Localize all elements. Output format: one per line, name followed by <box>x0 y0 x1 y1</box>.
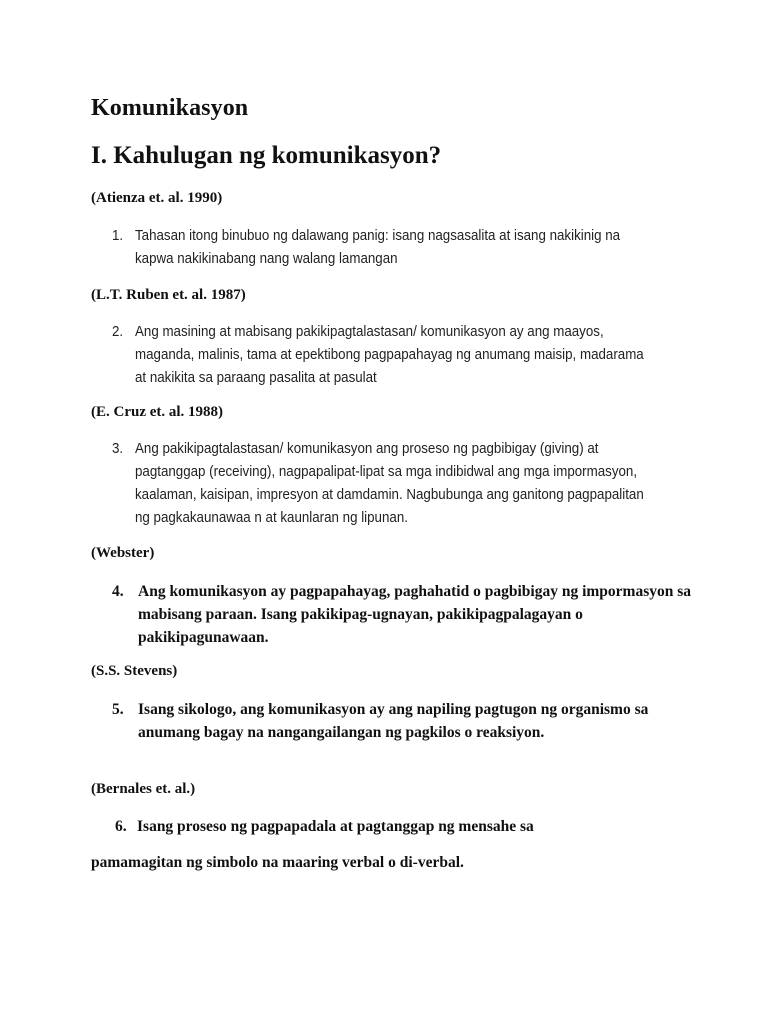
list-number: 5. <box>112 701 124 718</box>
list-text: Tahasan itong binubuo ng dalawang panig: isang nagsasalita at isang nakikinig na kapwa nakikinabang nang walang lamangan <box>135 228 621 267</box>
citation-cruz: (E. Cruz et. al. 1988) <box>91 404 224 420</box>
list-number: 1. <box>112 228 124 244</box>
citation-webster: (Webster) <box>91 545 155 561</box>
list-text: Ang masining at mabisang pakikipagtalastasan/ komunikasyon ay ang maayos, maganda, malinis, tama at epektibong pagpapahayag ng anumang maisip, madarama at nakikita sa paraang pasalita at pasulat <box>135 324 644 386</box>
section-heading: I. Kahulugan ng komunikasyon? <box>91 142 442 169</box>
citation-atienza: (Atienza et. al. 1990) <box>91 190 223 206</box>
list-number: 6. <box>115 818 127 835</box>
list-item-4 <box>112 580 692 649</box>
list-text: Isang proseso ng pagpapadala at pagtanggap ng mensahe sa <box>137 818 534 835</box>
list-item-5 <box>112 698 692 744</box>
list-item-2 <box>112 321 646 390</box>
list-item-3 <box>112 438 646 530</box>
list-number: 3. <box>112 441 124 457</box>
document-title: Komunikasyon <box>91 95 249 121</box>
list-text: Ang komunikasyon ay pagpapahayag, paghahatid o pagbibigay ng impormasyon sa mabisang paraan. Isang pakikipag-ugnayan, pakikipagpalagayan o pakikipagunawaan. <box>138 583 692 646</box>
list-number: 2. <box>112 324 124 340</box>
list-item-6-continuation: pamamagitan ng simbolo na maaring verbal o di-verbal. <box>91 854 464 871</box>
citation-bernales: (Bernales et. al.) <box>91 781 196 797</box>
list-item-1 <box>112 225 646 271</box>
list-text: Isang sikologo, ang komunikasyon ay ang napiling pagtugon ng organismo sa anumang bagay na nangangailangan ng pagkilos o reaksiyon. <box>138 701 649 741</box>
list-text: Ang pakikipagtalastasan/ komunikasyon ang proseso ng pagbibigay (giving) at pagtanggap (receiving), nagpapalipat-lipat sa mga indibidwal ang mga impormasyon, kaalaman, kaisipan, impresyon at damdamin. Nagbubunga ang ganitong pagpapalitan ng pagkakaunawaa n at kaunlaran ng lipunan. <box>135 441 644 526</box>
list-item-6 <box>115 818 534 836</box>
citation-ruben: (L.T. Ruben et. al. 1987) <box>91 287 246 303</box>
list-number: 4. <box>112 583 124 600</box>
citation-stevens: (S.S. Stevens) <box>91 663 178 679</box>
